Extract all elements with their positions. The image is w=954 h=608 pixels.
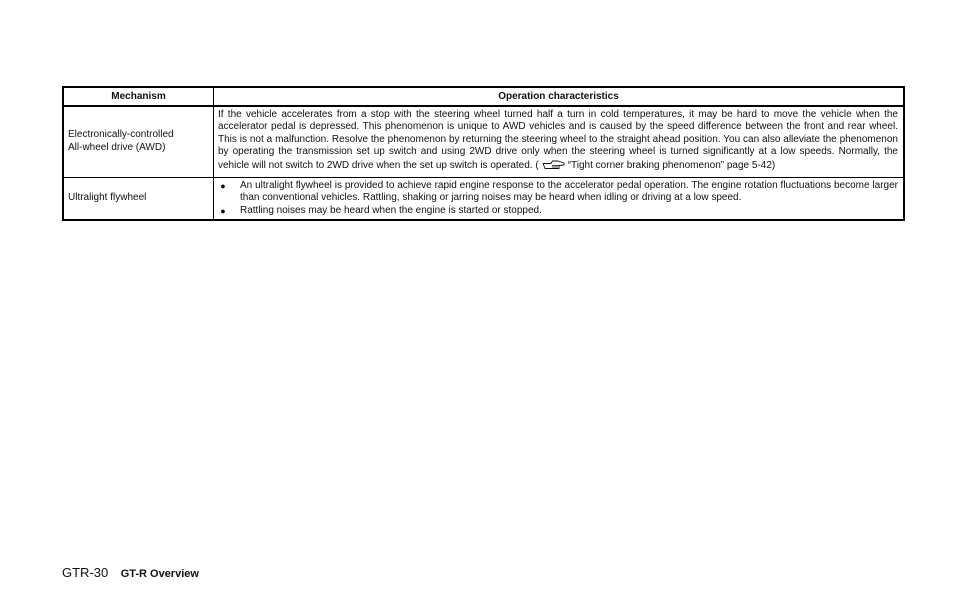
section-title: GT-R Overview [120, 568, 199, 580]
description-text: If the vehicle accelerates from a stop with the steering wheel turned half a turn in cold temperatures, it may be hard to move the vehicle when the accelerator pedal is depressed. This phenomenon is unique to AWD vehicles and is caused by the speed difference between the front and rear wheel. This is not a malfunction. Resolve the phenomenon by returning the steering wheel to the straight ahead position. You can also alleviate the phenomenon by operating the transmission set up switch and using 2WD drive only when the steering wheel is turned significantly at a low speeds. Normally, the vehicle will not switch to 2WD drive when the set up switch is operated. ( [218, 108, 898, 171]
mechanism-cell: Ultralight flywheel [63, 177, 214, 220]
reference-link-text: “Tight corner braking phenomenon” page 5-42) [567, 159, 776, 171]
table-header-row [63, 87, 904, 106]
bullet-icon: ● [220, 205, 226, 216]
bullet-icon: ● [220, 180, 226, 191]
bullet-text: An ultralight flywheel is provided to achieve rapid engine response to the accelerator pedal operation. The engine rotation fluctuations become larger than conventional vehicles. Rattling, shaking or jarring noises may be heard when idling or driving at a low speed. [240, 179, 898, 204]
mechanism-cell [63, 106, 214, 177]
header-operation-characteristics: Operation characteristics [214, 87, 905, 106]
list-item [218, 205, 898, 218]
operation-description [218, 109, 898, 175]
bullet-list [218, 180, 898, 218]
pointing-hand-icon [542, 159, 566, 175]
table-row [63, 106, 904, 177]
mechanism-name-line1: Electronically-controlled [68, 128, 174, 140]
operation-cell [214, 177, 905, 220]
operation-cell [214, 106, 905, 177]
bullet-text: Rattling noises may be heard when the engine is started or stopped. [240, 204, 542, 216]
header-mechanism: Mechanism [63, 87, 214, 106]
list-item [218, 180, 898, 205]
table-row [63, 177, 904, 220]
specifications-table [62, 86, 905, 221]
page-number: GTR-30 [62, 565, 109, 580]
mechanism-name-line2: All-wheel drive (AWD) [68, 141, 166, 153]
page-footer [62, 564, 199, 582]
